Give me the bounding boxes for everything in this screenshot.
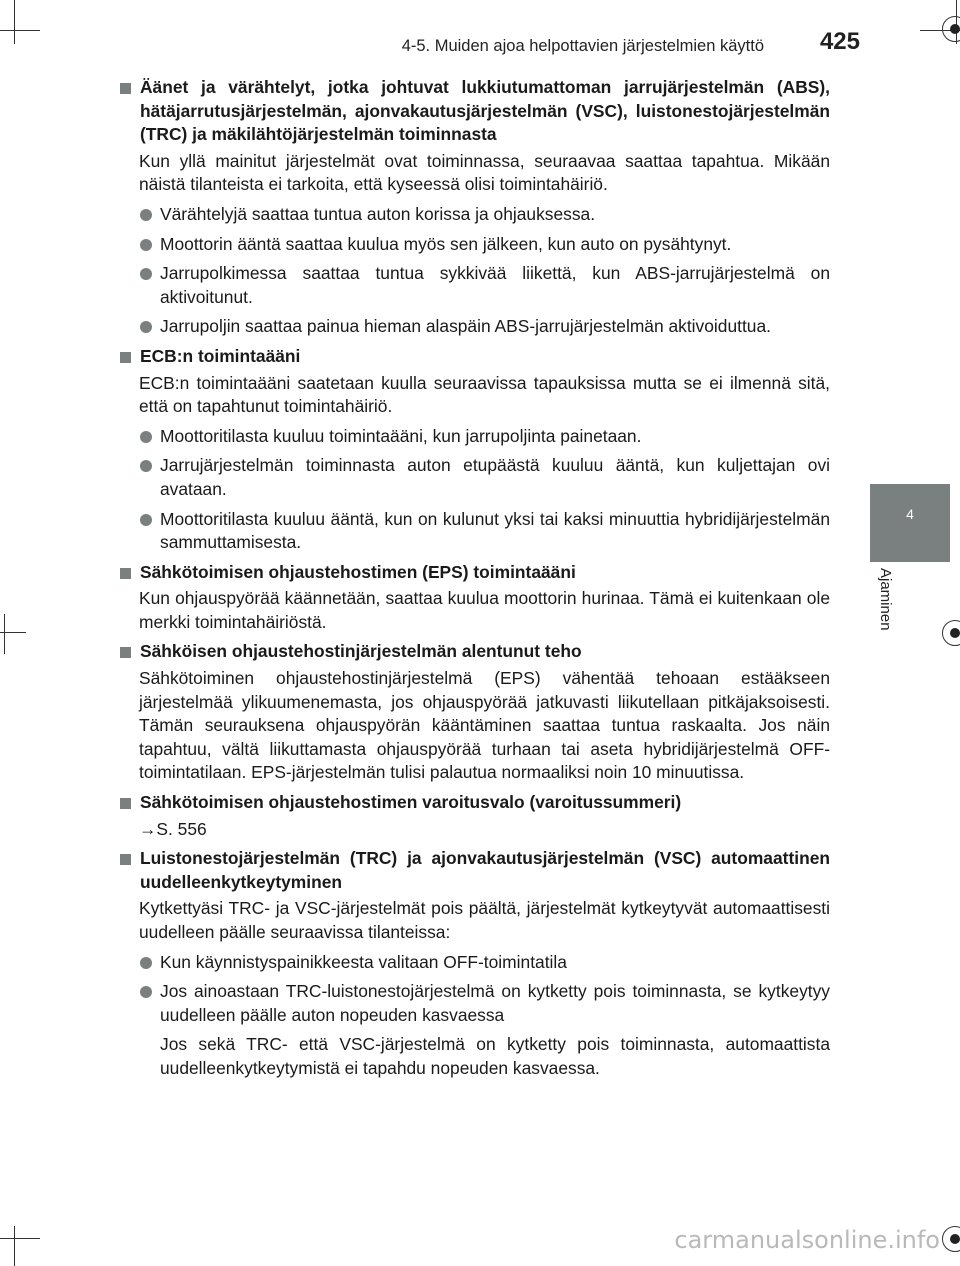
section-paragraph: Sähkötoiminen ohjaustehostinjärjestelmä (EPS) vähentää tehoaan estääkseen järjestelmää ylikuumenemasta, jos ohjauspyörää jatkuvasti liikutellaan pitkäjaksoisesti. Tämän seurauksena ohjauspyörän kääntäminen saattaa tuntua raskaalta. Jos näin tapahtuu, vältä liikuttamasta ohjauspyörää turhaan tai aseta hybridijärjestelmä OFF-toimintatilaan. EPS-järjestelmän tulisi palautua normaaliksi noin 10 minuutissa. bbox=[139, 668, 830, 783]
page-number: 425 bbox=[819, 28, 860, 55]
page-header bbox=[300, 28, 860, 60]
registration-mark-icon bbox=[942, 1226, 960, 1252]
round-bullet-icon bbox=[140, 431, 152, 443]
section-sub-paragraph: Jos sekä TRC- että VSC-järjestelmä on kytketty pois toiminnasta, automaattista uudelleenkytkeytymistä ei tapahdu nopeuden kasvaessa. bbox=[160, 1034, 830, 1078]
section-eps-warning-light bbox=[118, 791, 830, 841]
section-ecb-sound bbox=[118, 345, 830, 555]
section-paragraph: Kytkettyäsi TRC- ja VSC-järjestelmät pois päältä, järjestelmät kytkeytyvät automaattisesti uudelleen päälle seuraavissa tilanteissa: bbox=[139, 898, 830, 942]
section-trc-vsc-reactivation bbox=[118, 847, 830, 1080]
round-bullet-icon bbox=[140, 268, 152, 280]
page-reference-link[interactable]: →S. 556 bbox=[139, 818, 207, 839]
square-bullet-icon bbox=[120, 352, 131, 363]
section-eps-sound bbox=[118, 561, 830, 635]
section-paragraph: Kun ohjauspyörää käännetään, saattaa kuulua moottorin hurinaa. Tämä ei kuitenkaan ole merkki toimintahäiriöstä. bbox=[139, 588, 830, 632]
section-heading: ECB:n toimintaääni bbox=[118, 345, 830, 369]
list-item: Jarrujärjestelmän toiminnasta auton etupäästä kuuluu ääntä, kun kuljettajan ovi avataan. bbox=[118, 454, 830, 501]
list-item: Moottoritilasta kuuluu toimintaääni, kun jarrupoljinta painetaan. bbox=[118, 425, 830, 449]
round-bullet-icon bbox=[140, 209, 152, 221]
round-bullet-icon bbox=[140, 321, 152, 333]
section-heading: Sähkötoimisen ohjaustehostimen (EPS) toimintaääni bbox=[118, 561, 830, 585]
round-bullet-icon bbox=[140, 986, 152, 998]
section-paragraph: ECB:n toimintaääni saatetaan kuulla seuraavissa tapauksissa mutta se ei ilmennä sitä, että on tapahtunut toimintahäiriö. bbox=[139, 372, 830, 417]
list-item: Moottorin ääntä saattaa kuulua myös sen jälkeen, kun auto on pysähtynyt. bbox=[118, 233, 830, 257]
square-bullet-icon bbox=[120, 568, 131, 579]
round-bullet-icon bbox=[140, 460, 152, 472]
watermark: carmanualsonline.info bbox=[674, 1226, 940, 1254]
section-heading: Sähköisen ohjaustehostinjärjestelmän alentunut teho bbox=[118, 640, 830, 664]
section-heading: Luistonestojärjestelmän (TRC) ja ajonvakautusjärjestelmän (VSC) automaattinen uudelleenkytkeytyminen bbox=[118, 847, 830, 894]
square-bullet-icon bbox=[120, 83, 131, 94]
chapter-label: Ajaminen bbox=[877, 568, 894, 631]
chapter-label-container bbox=[878, 568, 898, 652]
chapter-tab bbox=[870, 484, 950, 562]
list-item: Värähtelyjä saattaa tuntua auton korissa ja ohjauksessa. bbox=[118, 203, 830, 227]
list-item: Jarrupolkimessa saattaa tuntua sykkivää liikettä, kun ABS-jarrujärjestelmä on aktivoitunut. bbox=[118, 262, 830, 309]
section-heading: Sähkötoimisen ohjaustehostimen varoitusvalo (varoitussummeri) bbox=[118, 791, 830, 815]
list-item: Kun käynnistyspainikkeesta valitaan OFF-toimintatila bbox=[118, 951, 830, 975]
round-bullet-icon bbox=[140, 514, 152, 526]
section-eps-reduced-power bbox=[118, 640, 830, 785]
list-item: Moottoritilasta kuuluu ääntä, kun on kulunut yksi tai kaksi minuuttia hybridijärjestelmän sammuttamisesta. bbox=[118, 508, 830, 555]
round-bullet-icon bbox=[140, 957, 152, 969]
section-heading: Äänet ja värähtelyt, jotka johtuvat lukkiutumattoman jarrujärjestelmän (ABS), hätäjarrutusjärjestelmän, ajonvakautusjärjestelmän (VSC), luistonestojärjestelmän (TRC) ja mäkilähtöjärjestelmän toiminnasta bbox=[118, 76, 830, 147]
page-content bbox=[118, 76, 830, 1087]
section-abs-vsc-sounds bbox=[118, 76, 830, 339]
registration-mark-icon bbox=[942, 620, 960, 646]
running-head: 4-5. Muiden ajoa helpottavien järjestelmien käyttö bbox=[401, 37, 764, 55]
round-bullet-icon bbox=[140, 239, 152, 251]
square-bullet-icon bbox=[120, 647, 131, 658]
list-item: Jarrupoljin saattaa painua hieman alaspäin ABS-jarrujärjestelmän aktivoiduttua. bbox=[118, 315, 830, 339]
square-bullet-icon bbox=[120, 798, 131, 809]
registration-mark-icon bbox=[942, 16, 960, 42]
chapter-number: 4 bbox=[906, 506, 914, 522]
list-item: Jos ainoastaan TRC-luistonestojärjestelmä on kytketty pois toiminnasta, se kytkeytyy uudelleen päälle auton nopeuden kasvaessa bbox=[118, 980, 830, 1027]
square-bullet-icon bbox=[120, 854, 131, 865]
section-paragraph: Kun yllä mainitut järjestelmät ovat toiminnassa, seuraavaa saattaa tapahtua. Mikään näistä tilanteista ei tarkoita, että kyseessä olisi toimintahäiriö. bbox=[139, 150, 830, 195]
